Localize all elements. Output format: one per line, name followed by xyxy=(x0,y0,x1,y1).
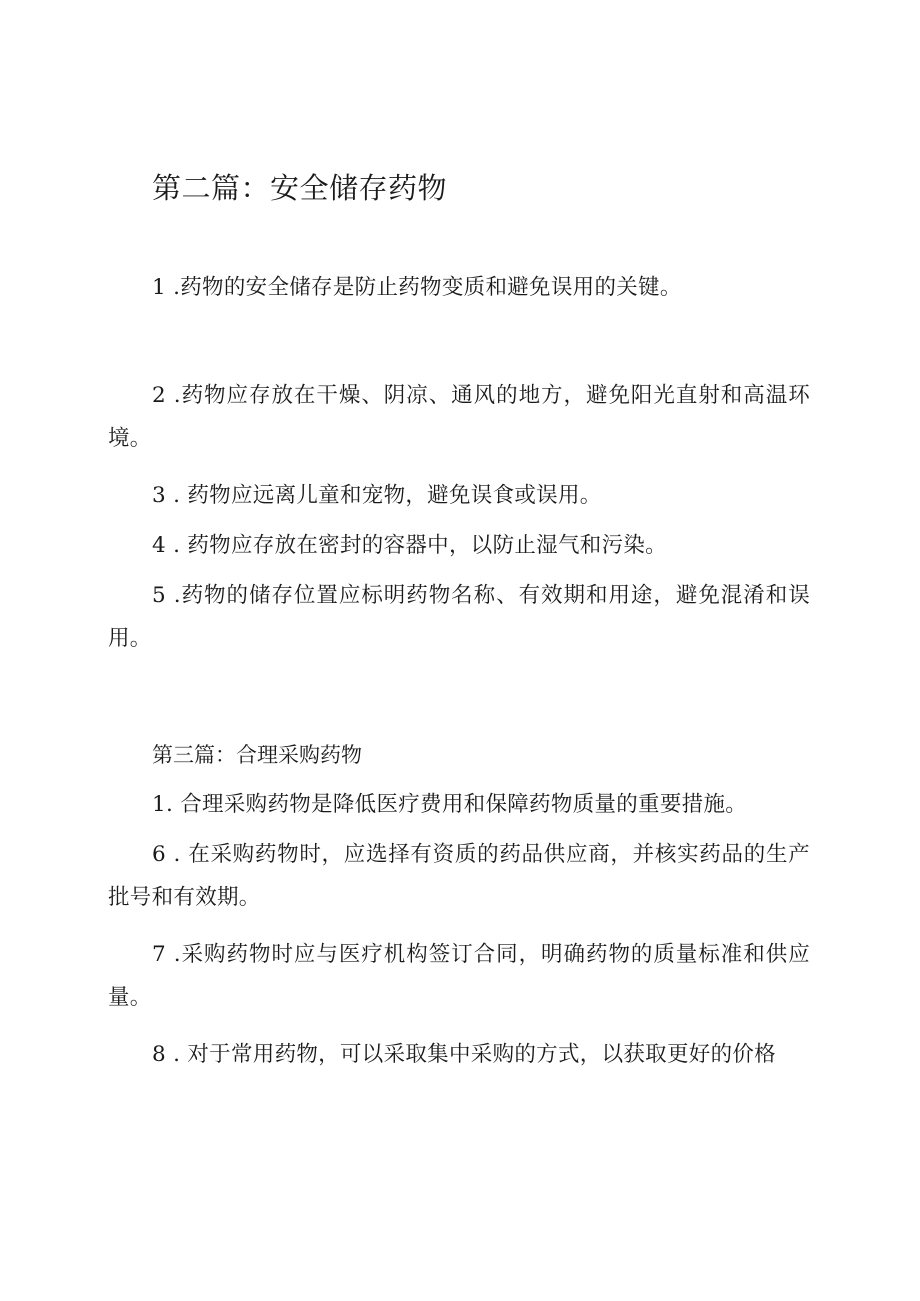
section-two-title: 第二篇：安全储存药物 xyxy=(152,171,448,205)
section-two-item-4: 4 . 药物应存放在密封的容器中，以防止湿气和污染。 xyxy=(152,533,667,558)
section-three-item-1: 1. 合理采购药物是降低医疗费用和保障药物质量的重要措施。 xyxy=(152,792,748,817)
section-two-item-2: 2 .药物应存放在干燥、阴凉、通风的地方，避免阳光直射和高温环境。 xyxy=(108,383,810,451)
section-three-title: 第三篇：合理采购药物 xyxy=(152,743,362,767)
section-three-item-8: 8 . 对于常用药物，可以采取集中采购的方式，以获取更好的价格 xyxy=(152,1042,776,1067)
section-two-item-1: 1 .药物的安全储存是防止药物变质和避免误用的关键。 xyxy=(152,275,682,300)
section-three-item-7: 7 .采购药物时应与医疗机构签订合同，明确药物的质量标准和供应量。 xyxy=(108,942,810,1010)
section-three-item-6: 6 . 在采购药物时，应选择有资质的药品供应商，并核实药品的生产批号和有效期。 xyxy=(108,842,810,910)
section-two-item-3: 3 . 药物应远离儿童和宠物，避免误食或误用。 xyxy=(152,483,602,508)
section-two-item-5: 5 .药物的储存位置应标明药物名称、有效期和用途，避免混淆和误用。 xyxy=(108,583,810,651)
